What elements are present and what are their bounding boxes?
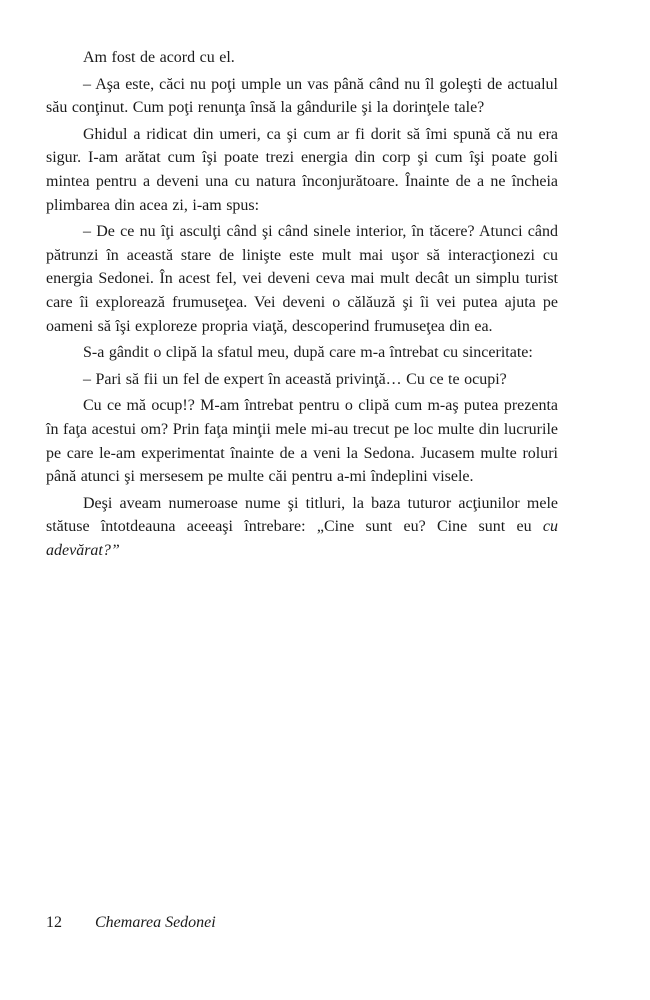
paragraph <box>46 123 558 217</box>
text-run: Ghidul a ridicat din umeri, ca şi cum ar fi dorit să îmi spună că nu era sigur. I-am arătat cum îşi poate trezi energia din corp şi cum îşi poate goli mintea pentru a deveni una cu natura înconjurătoare. Înainte de a ne încheia plimbarea din acea zi, i-am spus: <box>46 125 558 214</box>
page-footer <box>46 913 216 933</box>
paragraph <box>46 394 558 488</box>
text-run: – Aşa este, căci nu poţi umple un vas până când nu îl goleşti de actualul său conţinut. Cum poţi renunţa însă la gândurile şi la dorinţele tale? <box>46 75 558 117</box>
paragraph <box>46 368 558 392</box>
paragraph <box>46 492 558 563</box>
text-run: Cu ce mă ocup!? M-am întrebat pentru o clipă cum m-aş putea prezenta în faţa acestui om? Prin faţa minţii mele mi-au trecut pe loc multe din lucrurile pe care le-am experimentat înainte de a veni la Sedona. Jucasem multe roluri până atunci şi mersesem pe multe căi pentru a-mi îndeplini visele. <box>46 397 558 486</box>
text-run: Am fost de acord cu el. <box>83 49 235 66</box>
text-run: S-a gândit o clipă la sfatul meu, după care m-a întrebat cu sinceritate: <box>83 344 533 362</box>
page-number: 12 <box>46 914 62 931</box>
italic-text-run: cu adevărat?” <box>46 518 558 559</box>
text-run: – Pari să fii un fel de expert în această privinţă… Cu ce te ocupi? <box>83 370 507 388</box>
paragraph <box>46 341 558 365</box>
running-title: Chemarea Sedonei <box>95 914 216 931</box>
page-text <box>46 46 558 562</box>
paragraph <box>46 220 558 338</box>
text-run: Deşi aveam numeroase nume şi titluri, la baza tuturor acţiunilor mele stătuse întotdeauna aceeaşi întrebare: „Cine sunt eu? Cine sunt eu <box>46 494 558 536</box>
text-run: – De ce nu îţi asculţi când şi când sinele interior, în tăcere? Atunci când pătrunzi în această stare de linişte este mult mai uşor să interacţionezi cu energia Sedonei. În acest fel, vei deveni ceva mai mult decât un simplu turist care îi explorează frumuseţea. Vei deveni o călăuză şi îi vei putea ajuta pe oameni să îşi exploreze propria viaţă, descoperind frumuseţea din ea. <box>46 223 558 335</box>
paragraph <box>46 73 558 120</box>
paragraph <box>46 46 558 70</box>
